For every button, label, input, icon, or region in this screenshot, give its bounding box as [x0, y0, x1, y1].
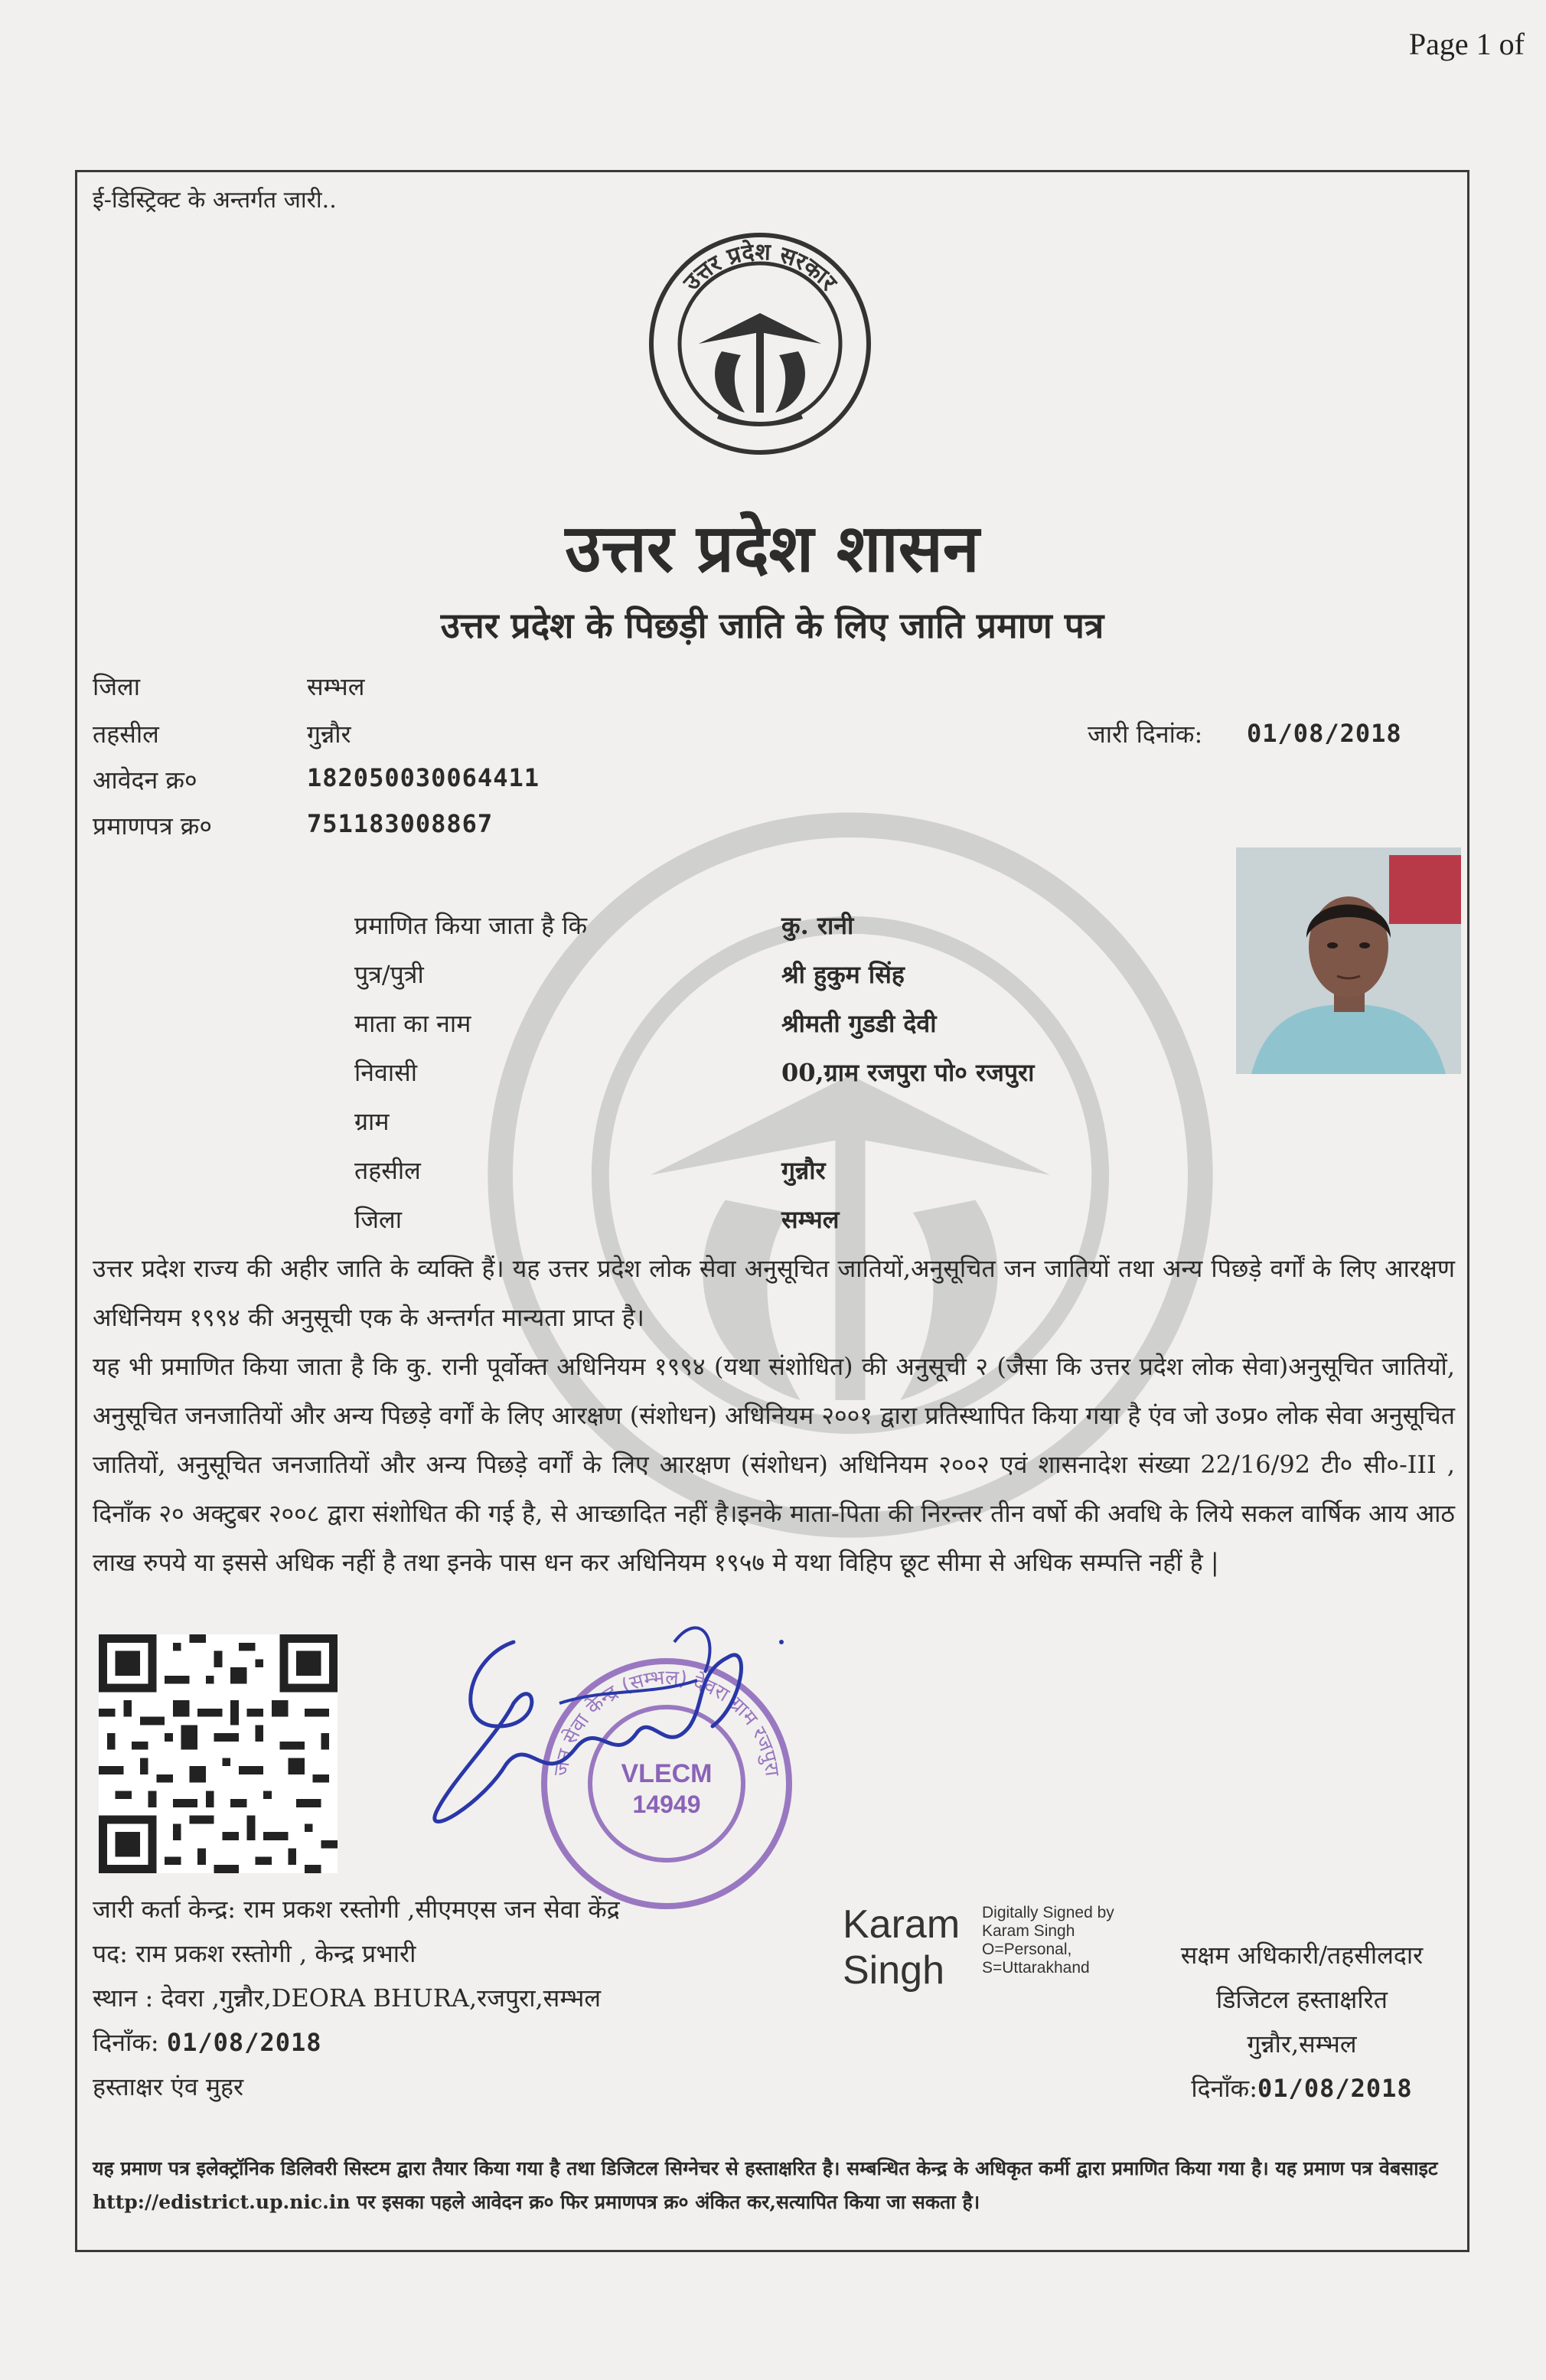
- caste-paragraph: उत्तर प्रदेश राज्य की अहीर जाति के व्यक्ति हैं। यह उत्तर प्रदेश लोक सेवा अनुसूचित जातियों,अनुसूचित जन जातियों तथा अन्य पिछड़े वर्गों के लिए आरक्षण अधिनियम १९९४ की अनुसूची एक के अन्तर्गत मान्यता प्राप्त है।: [93, 1254, 1455, 1332]
- digital-sign-line-2: Karam Singh: [982, 1922, 1075, 1940]
- mother-name-label: माता का नाम: [354, 1009, 471, 1038]
- handwritten-signature: [422, 1611, 850, 1918]
- applicant-name: कु. रानी: [781, 911, 854, 940]
- stamp-code: VLECM: [621, 1759, 713, 1788]
- issuer-place: स्थान : देवरा ,गुन्नौर,DEORA BHURA,रजपुरा,सम्भल: [93, 1983, 602, 2013]
- certification-paragraph: यह भी प्रमाणित किया जाता है कि कु. रानी पूर्वोक्त अधिनियम १९९४ (यथा संशोधित) की अनुसूची २ (जैसा कि उत्तर प्रदेश लोक सेवा)अनुसूचित जातियों, अनुसूचित जनजातियों और अन्य पिछड़े वर्गों के लिए आरक्षण (संशोधन) अधिनियम २००१ द्वारा प्रतिस्थापित किया गया है एंव जो उ०प्र० लोक सेवा अनुसूचित जातियों, अनुसूचित जनजातियों और अन्य पिछड़े वर्गों के लिए आरक्षण (संशोधन) अधिनियम २००२ एवं शासनादेश संख्या 22/16/92 टी० सी०-III , दिनाँक २० अक्टुबर २००८ द्वारा संशोधित की गई है, से आच्छादित नहीं है।इनके माता-पिता की निरन्तर तीन वर्षो की अवधि के लिये सकल वार्षिक आय आठ लाख रुपये या इससे अधिक नहीं है तथा इनके पास धन कर अधिनियम १९५७ मे यथा विहिप छूट सीमा से अधिक सम्पत्ति नहीं है |: [93, 1352, 1455, 1577]
- digital-sign-line-3: O=Personal,: [982, 1941, 1072, 1958]
- person-district-value: सम्भल: [781, 1205, 840, 1234]
- certificate-number-label: प्रमाणपत्र क्र०: [93, 811, 212, 841]
- authority-signed: डिजिटल हस्ताक्षरित: [1216, 1985, 1388, 2014]
- authority-date-label: दिनाँक:: [1191, 2074, 1258, 2103]
- resident-address: 00,ग्राम रजपुरा पो० रजपुरा: [781, 1058, 1035, 1087]
- authority-block: [1149, 1933, 1455, 2111]
- issuer-date-row: [93, 2020, 858, 2065]
- digital-sign-line-4: S=Uttarakhand: [982, 1959, 1090, 1977]
- digital-sign-line-1: Digitally Signed by: [982, 1904, 1114, 1921]
- authority-date-value: 01/08/2018: [1257, 2074, 1413, 2103]
- person-district-label: जिला: [354, 1205, 403, 1234]
- tehsil-label: तहसील: [93, 720, 159, 749]
- mother-name: श्रीमती गुडडी देवी: [781, 1009, 937, 1038]
- disclaimer-text: यह प्रमाण पत्र इलेक्ट्रॉनिक डिलिवरी सिस्टम द्वारा तैयार किया गया है तथा डिजिटल सिग्नेचर से हस्ताक्षरित है। सम्बन्धित केन्द्र के अधिकृत कर्मी द्वारा प्रमाणित किया गया है। यह प्रमाण पत्र वेबसाइट http://edistrict.up.nic.in पर इसका पहले आवेदन क्र० फिर प्रमाणपत्र क्र० अंकित कर,सत्यापित किया जा सकता है।: [93, 2157, 1438, 2213]
- certificate-title: उत्तर प्रदेश के पिछड़ी जाति के लिए जाति प्रमाण पत्र: [440, 605, 1104, 646]
- issuer-date-value: 01/08/2018: [166, 2028, 322, 2057]
- issue-date-value: 01/08/2018: [1247, 719, 1402, 748]
- issuer-sign-label: हस्ताक्षर एंव मुहर: [93, 2072, 244, 2101]
- tehsil-value: गुन्नौर: [307, 720, 351, 749]
- stamp-ring-text: जन सेवा केन्द्र (सम्भल) देवरा ग्राम रजपुरा: [550, 1666, 784, 1778]
- district-value: सम्भल: [307, 672, 365, 701]
- village-label: ग्राम: [354, 1107, 390, 1136]
- government-title: उत्तर प्रदेश शासन: [565, 510, 980, 587]
- up-emblem-icon: [645, 229, 875, 459]
- resident-label: निवासी: [354, 1058, 418, 1087]
- certified-that-label: प्रमाणित किया जाता है कि: [354, 911, 588, 940]
- father-name: श्री हुकुम सिंह: [781, 960, 905, 989]
- person-tehsil-label: तहसील: [354, 1156, 421, 1185]
- authority-place: गुन्नौर,सम्भल: [1247, 2029, 1357, 2058]
- district-label: जिला: [93, 672, 141, 701]
- digital-signature: [843, 1887, 1164, 2002]
- applicant-photo: [1236, 847, 1461, 1074]
- authority-date-row: [1149, 2066, 1455, 2111]
- application-number-value: 182050030064411: [307, 763, 540, 792]
- authority-title: सक्षम अधिकारी/तहसीलदार: [1180, 1941, 1424, 1970]
- application-number-label: आवेदन क्र०: [93, 766, 197, 795]
- digital-signer-last-name: Singh: [843, 1948, 944, 1993]
- certificate-number-value: 751183008867: [307, 809, 494, 838]
- issue-date-label: जारी दिनांक:: [1088, 720, 1203, 749]
- emblem-ring-text: उत्तर प्रदेश सरकार: [678, 238, 843, 296]
- stamp-number: 14949: [632, 1791, 701, 1818]
- issuer-post: पद: राम प्रकश रस्तोगी , केन्द्र प्रभारी: [93, 1939, 416, 1968]
- issued-under-text: ई-डिस्ट्रिक्ट के अन्तर्गत जारी..: [93, 187, 337, 214]
- certificate-frame: [75, 170, 1469, 2252]
- issuer-block: [93, 1887, 858, 2109]
- digital-signer-first-name: Karam: [843, 1902, 961, 1947]
- person-tehsil-value: गुन्नौर: [781, 1156, 826, 1185]
- svg-text:उत्तर प्रदेश सरकार: [677, 238, 843, 297]
- page-number: Page 1 of: [1408, 27, 1525, 61]
- qr-code: [99, 1634, 338, 1873]
- issuer-center: जारी कर्ता केन्द्र: राम प्रकश रस्तोगी ,सीएमएस जन सेवा केंद्र: [93, 1895, 620, 1924]
- issuer-date-label: दिनाँक:: [93, 2028, 159, 2057]
- son-daughter-label: पुत्र/पुत्री: [354, 960, 424, 989]
